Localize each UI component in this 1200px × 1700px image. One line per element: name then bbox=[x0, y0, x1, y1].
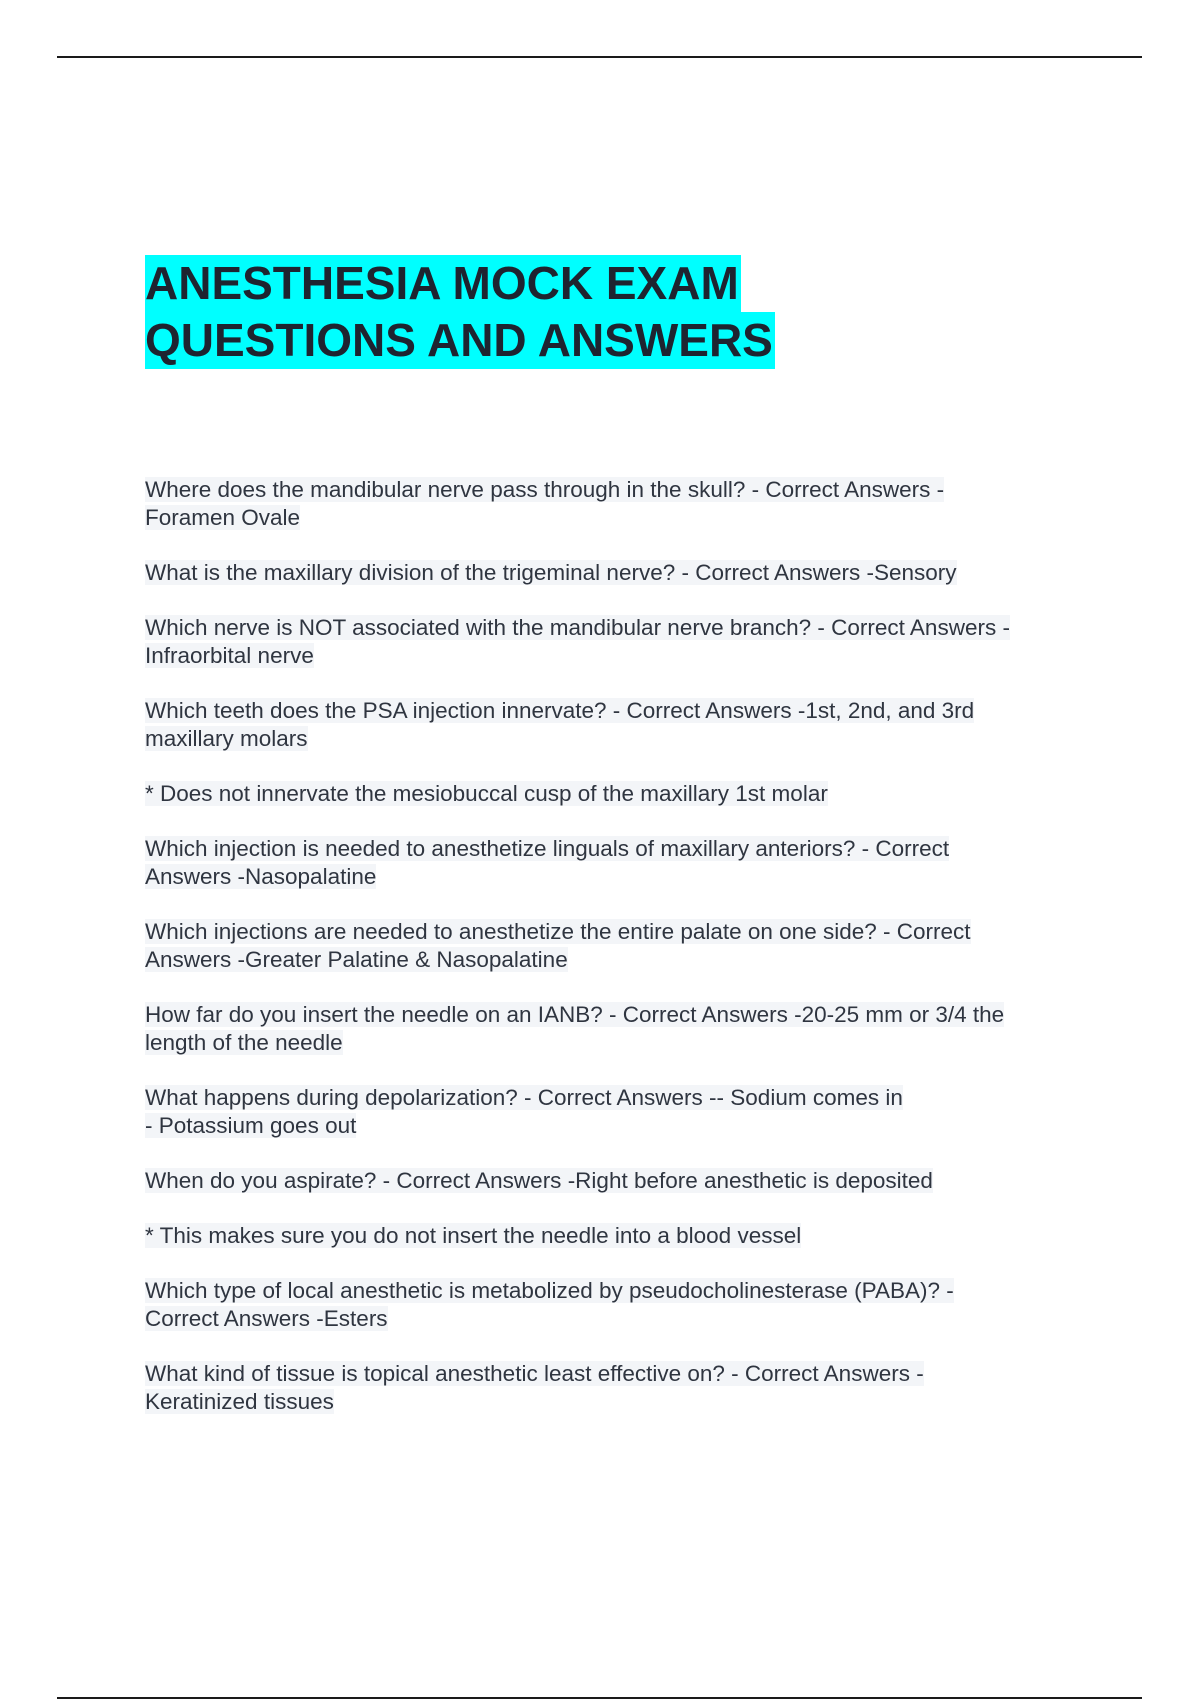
qa-item bbox=[145, 1360, 1105, 1416]
qa-text-line: What happens during depolarization? - Correct Answers -- Sodium comes in bbox=[145, 1085, 903, 1110]
qa-text-line: What is the maxillary division of the trigeminal nerve? - Correct Answers -Sensory bbox=[145, 560, 957, 585]
qa-text-line: Infraorbital nerve bbox=[145, 643, 314, 668]
qa-item bbox=[145, 1084, 1105, 1140]
document-title bbox=[145, 255, 775, 369]
qa-item bbox=[145, 1277, 1105, 1333]
qa-text-line: - Potassium goes out bbox=[145, 1113, 357, 1138]
title-line-1: ANESTHESIA MOCK EXAM bbox=[145, 255, 741, 312]
qa-text-line: maxillary molars bbox=[145, 726, 308, 751]
qa-text-line: What kind of tissue is topical anesthetic least effective on? - Correct Answers - bbox=[145, 1361, 924, 1386]
qa-item bbox=[145, 918, 1105, 974]
qa-item bbox=[145, 559, 1105, 587]
top-rule bbox=[57, 56, 1142, 58]
qa-text-line: When do you aspirate? - Correct Answers -Right before anesthetic is deposited bbox=[145, 1168, 933, 1193]
qa-item bbox=[145, 614, 1105, 670]
qa-text-line: Foramen Ovale bbox=[145, 505, 301, 530]
qa-note-line: * Does not innervate the mesiobuccal cusp of the maxillary 1st molar bbox=[145, 781, 828, 806]
qa-text-line: Answers -Greater Palatine & Nasopalatine bbox=[145, 947, 568, 972]
qa-text-line: Keratinized tissues bbox=[145, 1389, 334, 1414]
qa-text-line: Which nerve is NOT associated with the mandibular nerve branch? - Correct Answers - bbox=[145, 615, 1010, 640]
qa-text-line: Correct Answers -Esters bbox=[145, 1306, 388, 1331]
title-line-2: QUESTIONS AND ANSWERS bbox=[145, 312, 775, 369]
qa-item bbox=[145, 835, 1105, 891]
qa-item bbox=[145, 697, 1105, 753]
qa-text-line: Which injections are needed to anesthetize the entire palate on one side? - Correct bbox=[145, 919, 971, 944]
qa-item bbox=[145, 476, 1105, 532]
qa-text-line: Which injection is needed to anesthetize linguals of maxillary anteriors? - Correct bbox=[145, 836, 950, 861]
qa-item bbox=[145, 1167, 1105, 1195]
qa-list bbox=[145, 476, 1105, 1443]
qa-note bbox=[145, 780, 1105, 808]
qa-note-line: * This makes sure you do not insert the needle into a blood vessel bbox=[145, 1223, 802, 1248]
qa-text-line: length of the needle bbox=[145, 1030, 343, 1055]
qa-text-line: Answers -Nasopalatine bbox=[145, 864, 377, 889]
qa-text-line: Where does the mandibular nerve pass through in the skull? - Correct Answers - bbox=[145, 477, 945, 502]
qa-note bbox=[145, 1222, 1105, 1250]
qa-item bbox=[145, 1001, 1105, 1057]
qa-text-line: Which teeth does the PSA injection innervate? - Correct Answers -1st, 2nd, and 3rd bbox=[145, 698, 975, 723]
qa-text-line: How far do you insert the needle on an IANB? - Correct Answers -20-25 mm or 3/4 the bbox=[145, 1002, 1005, 1027]
bottom-rule bbox=[57, 1697, 1142, 1699]
qa-text-line: Which type of local anesthetic is metabolized by pseudocholinesterase (PABA)? - bbox=[145, 1278, 954, 1303]
